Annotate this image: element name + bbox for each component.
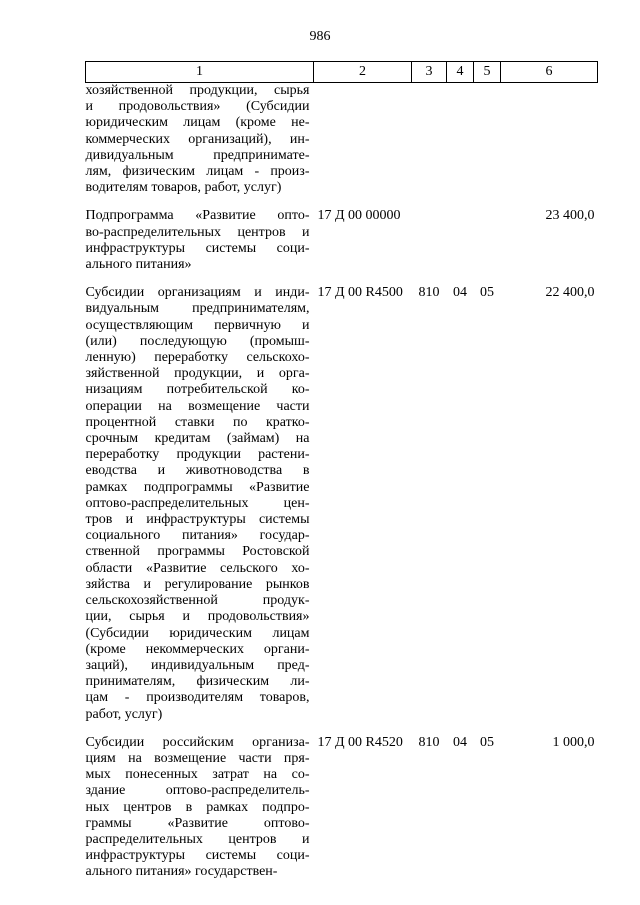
target-article-code: 17 Д 00 R4500 <box>317 285 403 301</box>
name-line: зяйственной продукции, и орга- <box>85 366 310 382</box>
row-name-cell <box>86 723 314 881</box>
amount: 23 400,0 <box>545 208 595 224</box>
name-line: Субсидии российским организа- <box>85 734 310 750</box>
name-line: инфраструктуры системы соци- <box>85 240 310 256</box>
subsection-code: 05 <box>480 734 494 750</box>
subsection-code <box>474 83 501 197</box>
name-line: переработку продукции растени- <box>85 447 310 463</box>
table-row <box>86 83 598 197</box>
name-line: области «Развитие сельского хо- <box>85 560 310 576</box>
name-line: циям на возмещение части пря- <box>85 750 310 766</box>
section-code: 04 <box>453 285 467 301</box>
name-line: ального питания» <box>85 257 192 273</box>
amount: 22 400,0 <box>545 285 595 301</box>
name-line: лям, физическим лицам - произ- <box>85 164 310 180</box>
name-line: дивидуальным предпринимате- <box>85 147 310 163</box>
name-line: ственной программы Ростовской <box>85 544 310 560</box>
header-col-3: 3 <box>412 62 447 83</box>
name-line: водителям товаров, работ, услуг) <box>85 180 282 196</box>
expense-type-code: 810 <box>418 285 440 301</box>
name-line: во-распределительных центров и <box>85 224 310 240</box>
name-line: ции, сырья и продовольствия» <box>85 609 310 625</box>
name-line: Субсидии организациям и инди- <box>85 285 310 301</box>
row-name-cell <box>86 83 314 197</box>
name-line: рамках подпрограммы «Развитие <box>85 479 310 495</box>
header-col-2: 2 <box>314 62 412 83</box>
name-line: процентной ставки по кратко- <box>85 414 310 430</box>
table-row <box>86 273 598 722</box>
name-line: осуществляющим первичную и <box>85 317 310 333</box>
row-name-cell <box>86 196 314 273</box>
header-col-5: 5 <box>474 62 501 83</box>
name-line: видуальным предпринимателям, <box>85 301 310 317</box>
name-line: инфраструктуры системы соци- <box>85 848 310 864</box>
name-line: здание оптово-распределитель- <box>85 783 310 799</box>
name-line: цам - производителям товаров, <box>85 690 310 706</box>
header-row <box>86 62 598 83</box>
name-line: (или) последующую (промыш- <box>85 333 310 349</box>
header-col-4: 4 <box>447 62 474 83</box>
subsection-code: 05 <box>480 285 494 301</box>
name-line: граммы «Развитие оптово- <box>85 815 310 831</box>
name-line: работ, услуг) <box>85 706 163 722</box>
section-code <box>447 83 474 197</box>
header-col-6: 6 <box>501 62 598 83</box>
name-line: (кроме некоммерческих органи- <box>85 641 310 657</box>
header-col-1: 1 <box>86 62 314 83</box>
section-code <box>447 196 474 273</box>
table-row <box>86 723 598 881</box>
expense-type-code <box>412 196 447 273</box>
name-line: социального питания» государ- <box>85 528 310 544</box>
target-article-code: 17 Д 00 00000 <box>317 208 401 224</box>
name-line: юридическим лицам (кроме не- <box>85 115 310 131</box>
name-line: сельскохозяйственной продук- <box>85 593 310 609</box>
name-line: заций), индивидуальным пред- <box>85 657 310 673</box>
name-line: зяйства и регулирование рынков <box>85 576 310 592</box>
expense-type-code: 810 <box>418 734 440 750</box>
subsection-code <box>474 196 501 273</box>
table-row <box>86 196 598 273</box>
name-line: ленную) переработку сельскохо- <box>85 350 310 366</box>
name-line: мых понесенных затрат на со- <box>85 767 310 783</box>
target-article-code: 17 Д 00 R4520 <box>317 734 403 750</box>
page-number: 986 <box>309 29 331 44</box>
name-line: Подпрограмма «Развитие опто- <box>85 208 310 224</box>
name-line: ных центров в рамках подпро- <box>85 799 310 815</box>
name-line: принимателям, физическим ли- <box>85 674 310 690</box>
amount <box>501 83 598 197</box>
name-line: тров и инфраструктуры системы <box>85 512 310 528</box>
amount: 1 000,0 <box>552 734 595 750</box>
target-article-code <box>314 83 412 197</box>
name-line: срочным кредитам (займам) на <box>85 431 310 447</box>
expense-type-code <box>412 83 447 197</box>
budget-table <box>85 61 598 881</box>
name-line: ального питания» государствен- <box>85 864 278 880</box>
name-line: оптово-распределительных цен- <box>85 495 310 511</box>
row-name-cell <box>86 273 314 722</box>
name-line: коммерческих организаций), ин- <box>85 131 310 147</box>
section-code: 04 <box>453 734 467 750</box>
name-line: еводства и животноводства в <box>85 463 310 479</box>
name-line: распределительных центров и <box>85 831 310 847</box>
name-line: операции на возмещение части <box>85 398 310 414</box>
name-line: низациям потребительской ко- <box>85 382 310 398</box>
name-line: хозяйственной продукции, сырья <box>85 83 310 98</box>
name-line: и продовольствия» (Субсидии <box>85 99 310 115</box>
name-line: (Субсидии юридическим лицам <box>85 625 310 641</box>
